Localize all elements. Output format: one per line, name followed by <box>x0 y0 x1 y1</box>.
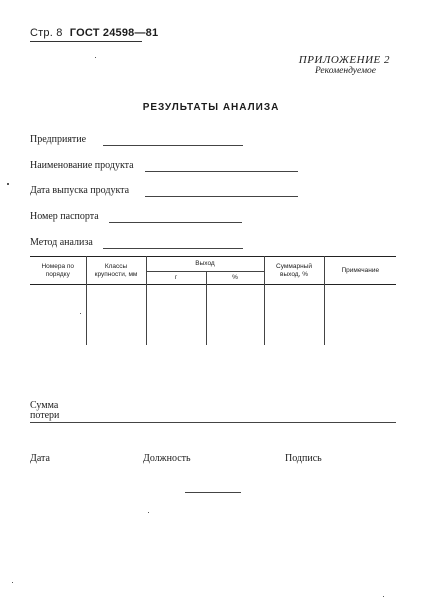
field-label-enterprise: Предприятие <box>30 134 87 145</box>
field-label-product-name: Наименование продукта <box>30 160 134 171</box>
signature-label: Подпись <box>285 453 322 464</box>
field-label-passport-number: Номер паспорта <box>30 211 99 222</box>
field-line-product-name[interactable] <box>145 171 298 172</box>
col-yield-pct-header: % <box>206 272 264 285</box>
col-classes-header: Классы крупности, мм <box>86 257 146 285</box>
field-label-analysis-method: Метод анализа <box>30 237 93 248</box>
col-note-header: Примечание <box>324 257 396 285</box>
table-cell[interactable] <box>30 285 86 346</box>
field-line-analysis-method[interactable] <box>103 248 243 249</box>
position-line[interactable] <box>185 492 241 493</box>
standard-code: ГОСТ 24598—81 <box>69 27 159 39</box>
table-cell[interactable] <box>86 285 146 346</box>
scan-speck <box>95 57 96 58</box>
summary-labels <box>30 401 59 421</box>
table-cell[interactable] <box>146 285 206 346</box>
table-cell[interactable] <box>324 285 396 346</box>
document-title: РЕЗУЛЬТАТЫ АНАЛИЗА <box>142 102 280 113</box>
col-yield-header: Выход <box>146 257 264 272</box>
scan-speck <box>80 313 81 314</box>
sum-label: Сумма <box>30 400 59 411</box>
loss-label: потери <box>30 410 60 421</box>
page-header <box>30 27 158 39</box>
results-table <box>30 256 396 345</box>
appendix-title: ПРИЛОЖЕНИЕ 2 <box>298 54 390 66</box>
field-label-release-date: Дата выпуска продукта <box>30 185 130 196</box>
position-label: Должность <box>143 453 191 464</box>
col-yield-g-header: г <box>146 272 206 285</box>
scan-speck <box>383 596 384 597</box>
table-cell[interactable] <box>206 285 264 346</box>
results-table-header <box>30 257 396 285</box>
table-row <box>30 285 396 346</box>
date-label: Дата <box>30 453 50 464</box>
header-rule <box>30 41 142 42</box>
field-line-release-date[interactable] <box>145 196 298 197</box>
page-number: Стр. 8 <box>30 27 63 39</box>
appendix-subtitle: Рекомендуемое <box>314 66 376 76</box>
col-cumulative-header: Суммарный выход, % <box>264 257 324 285</box>
scan-speck <box>148 512 149 513</box>
field-line-passport-number[interactable] <box>109 222 242 223</box>
col-number-header: Номера по порядку <box>41 262 75 278</box>
summary-rule <box>30 422 396 423</box>
table-cell[interactable] <box>264 285 324 346</box>
scan-speck <box>7 183 9 185</box>
field-line-enterprise[interactable] <box>103 145 243 146</box>
scan-speck <box>12 582 13 583</box>
